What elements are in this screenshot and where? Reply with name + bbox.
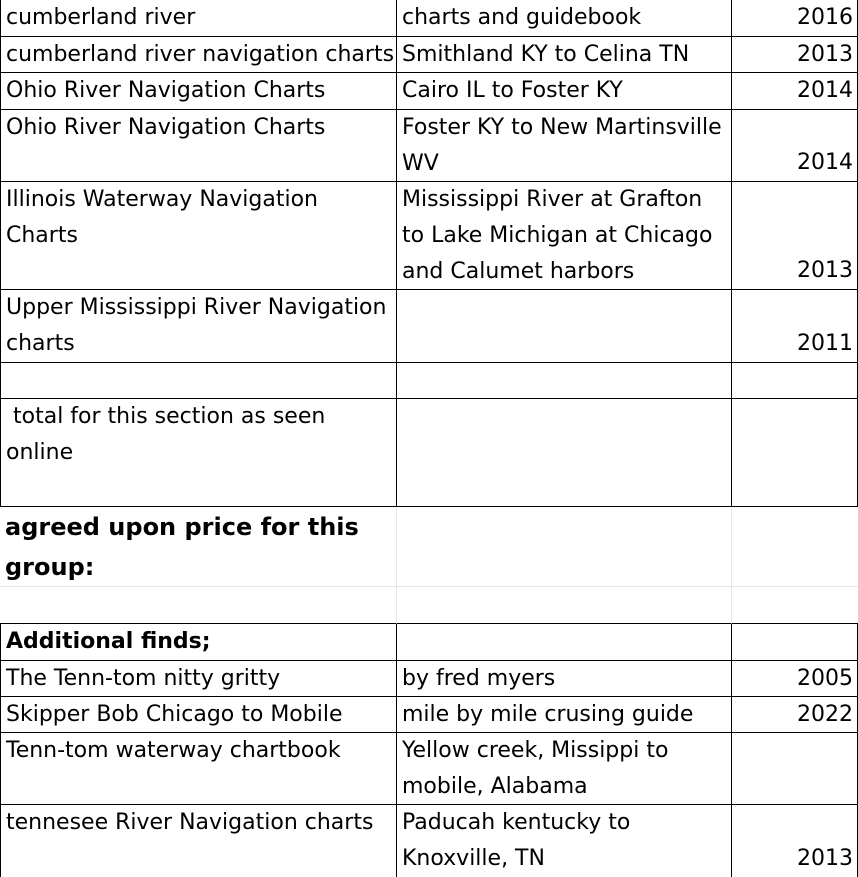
cell-description[interactable] [396, 624, 731, 661]
cell-description[interactable]: Foster KY to New Martinsville WV [396, 110, 731, 182]
table-row [0, 733, 858, 805]
cell-description[interactable]: Mississippi River at Grafton to Lake Michigan at Chicago and Calumet harbors [396, 182, 731, 290]
cell-year[interactable] [731, 733, 858, 805]
cell-year[interactable]: 2005 [731, 661, 858, 697]
cell-description[interactable] [396, 290, 731, 363]
cell-name[interactable] [0, 363, 396, 399]
cell-description[interactable]: Smithland KY to Celina TN [396, 37, 731, 73]
agreed-price-label[interactable]: agreed upon price for this group: [0, 507, 396, 587]
cell-year[interactable] [731, 507, 858, 587]
cell-description[interactable]: Paducah kentucky to Knoxville, TN [396, 805, 731, 877]
table-row [0, 363, 858, 399]
cell-year[interactable] [731, 624, 858, 661]
cell-name[interactable]: Illinois Waterway Navigation Charts [0, 182, 396, 290]
table-row [0, 661, 858, 697]
cell-description[interactable] [396, 587, 731, 624]
cell-year[interactable] [731, 363, 858, 399]
cell-name[interactable]: cumberland river navigation charts [0, 37, 396, 73]
table-row [0, 110, 858, 182]
cell-year-text: 2013 [797, 846, 853, 871]
cell-name[interactable] [0, 587, 396, 624]
cell-name[interactable]: Ohio River Navigation Charts [0, 73, 396, 110]
cell-name[interactable]: Tenn-tom waterway chartbook [0, 733, 396, 805]
cell-name[interactable]: The Tenn-tom nitty gritty [0, 661, 396, 697]
cell-name[interactable]: Ohio River Navigation Charts [0, 110, 396, 182]
cell-year[interactable]: 2016 [731, 0, 858, 37]
cell-description[interactable] [396, 507, 731, 587]
table-row [0, 290, 858, 363]
table-row [0, 182, 858, 290]
cell-name[interactable]: Upper Mississippi River Navigation charts [0, 290, 396, 363]
cell-description[interactable]: charts and guidebook [396, 0, 731, 37]
table-row [0, 399, 858, 507]
table-row [0, 73, 858, 110]
cell-year[interactable] [731, 110, 858, 182]
cell-year[interactable] [731, 587, 858, 624]
cell-description[interactable] [396, 399, 731, 507]
cell-total-label[interactable]: total for this section as seen online [0, 399, 396, 507]
cell-year-text: 2013 [797, 258, 853, 283]
cell-year[interactable]: 2013 [731, 37, 858, 73]
table-row [0, 37, 858, 73]
cell-year[interactable] [731, 399, 858, 507]
additional-finds-header[interactable]: Additional finds; [0, 624, 396, 661]
cell-year-text: 2011 [797, 331, 853, 356]
table-row [0, 0, 858, 37]
cell-year[interactable] [731, 805, 858, 877]
table-row [0, 507, 858, 587]
cell-description[interactable]: by fred myers [396, 661, 731, 697]
cell-name[interactable]: tennesee River Navigation charts [0, 805, 396, 877]
cell-description[interactable] [396, 363, 731, 399]
cell-year[interactable]: 2014 [731, 73, 858, 110]
cell-year[interactable] [731, 290, 858, 363]
cell-name[interactable]: cumberland river [0, 0, 396, 37]
table-row [0, 587, 858, 624]
cell-description[interactable]: mile by mile crusing guide [396, 697, 731, 733]
cell-description[interactable]: Yellow creek, Missippi to mobile, Alabama [396, 733, 731, 805]
cell-year-text: 2014 [797, 150, 853, 175]
table-row [0, 624, 858, 661]
cell-year[interactable]: 2022 [731, 697, 858, 733]
cell-description[interactable]: Cairo IL to Foster KY [396, 73, 731, 110]
table-row [0, 805, 858, 877]
cell-name[interactable]: Skipper Bob Chicago to Mobile [0, 697, 396, 733]
cell-year[interactable] [731, 182, 858, 290]
table-row [0, 697, 858, 733]
